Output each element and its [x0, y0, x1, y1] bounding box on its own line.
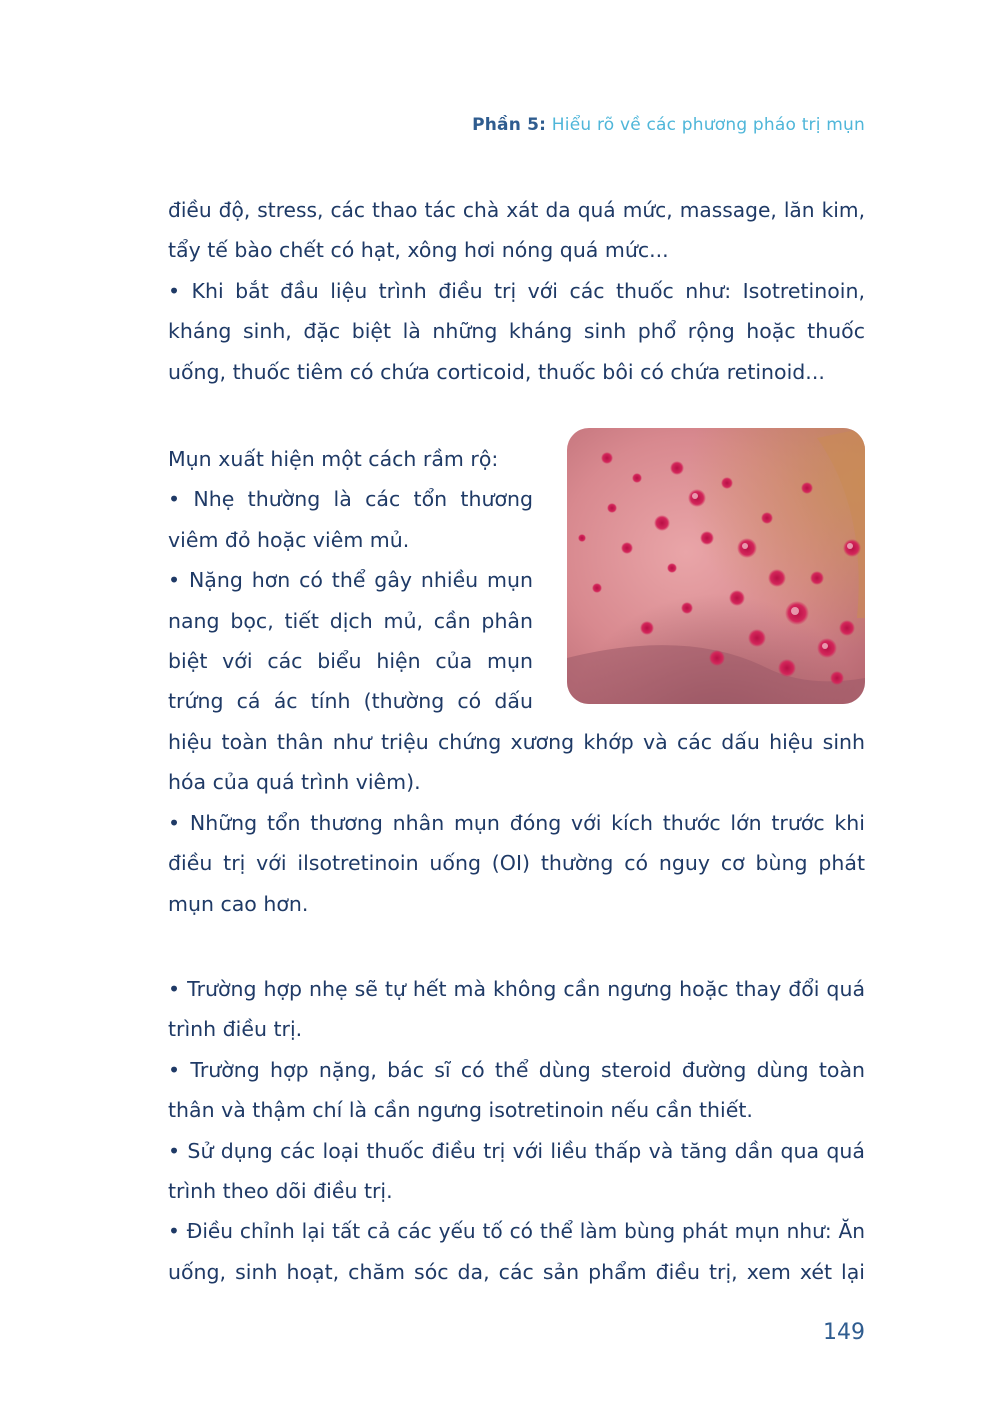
text-line: mụn cao hơn.: [168, 891, 309, 916]
text-line: điều trị với ilsotretinoin uống (OI) thường có nguy cơ bùng phát: [168, 851, 865, 876]
text-line: thân và thậm chí là cần ngưng isotretinoin nếu cần thiết.: [168, 1098, 753, 1123]
text-line: uống, thuốc tiêm có chứa corticoid, thuốc bôi có chứa retinoid...: [168, 359, 825, 384]
acne-photo-illustration: [567, 428, 865, 704]
text-line: • Sử dụng các loại thuốc điều trị với liều thấp và tăng dần qua quá: [168, 1138, 865, 1163]
page-number: 149: [823, 1320, 865, 1345]
text-line: điều độ, stress, các thao tác chà xát da quá mức, massage, lăn kim,: [168, 198, 865, 222]
text-line: nang bọc, tiết dịch mủ, cần phân: [168, 608, 533, 633]
text-line: • Nặng hơn có thể gây nhiều mụn: [168, 568, 533, 593]
text-line: • Trường hợp nhẹ sẽ tự hết mà không cần ngưng hoặc thay đổi quá: [168, 977, 865, 1001]
text-line: trình theo dõi điều trị.: [168, 1179, 393, 1204]
text-line: trứng cá ác tính (thường có dấu: [168, 689, 533, 714]
text-line: viêm đỏ hoặc viêm mủ.: [168, 527, 410, 552]
text-line: trình điều trị.: [168, 1017, 303, 1042]
running-header: [472, 115, 865, 135]
paragraph-block-1: [168, 190, 865, 392]
text-line: hiệu toàn thân như triệu chứng xương khớp và các dấu hiệu sinh: [168, 730, 865, 754]
text-line: uống, sinh hoạt, chăm sóc da, các sản phẩm điều trị, xem xét lại: [168, 1259, 865, 1284]
text-line: Mụn xuất hiện một cách rầm rộ:: [168, 447, 499, 471]
header-part-label: Phần 5:: [472, 115, 547, 135]
text-line: • Trường hợp nặng, bác sĩ có thể dùng steroid đường dùng toàn: [168, 1057, 865, 1082]
acne-skin-photo: [567, 428, 865, 704]
text-line: kháng sinh, đặc biệt là những kháng sinh phổ rộng hoặc thuốc: [168, 319, 865, 344]
text-line: • Những tổn thương nhân mụn đóng với kích thước lớn trước khi: [168, 810, 865, 835]
text-line: • Điều chỉnh lại tất cả các yếu tố có thể làm bùng phát mụn như: Ăn: [168, 1219, 865, 1244]
text-line: • Nhẹ thường là các tổn thương: [168, 487, 533, 512]
paragraph-block-3: [168, 969, 865, 1292]
paragraph-block-2-narrow: [168, 439, 533, 722]
text-line: tẩy tế bào chết có hạt, xông hơi nóng quá mức...: [168, 238, 669, 263]
text-line: hóa của quá trình viêm).: [168, 770, 421, 795]
paragraph-block-2-wide: [168, 722, 865, 924]
text-line: biệt với các biểu hiện của mụn: [168, 649, 533, 674]
header-chapter-title: Hiểu rõ về các phương pháo trị mụn: [551, 115, 865, 135]
text-line: • Khi bắt đầu liệu trình điều trị với các thuốc như: Isotretinoin,: [168, 278, 865, 303]
